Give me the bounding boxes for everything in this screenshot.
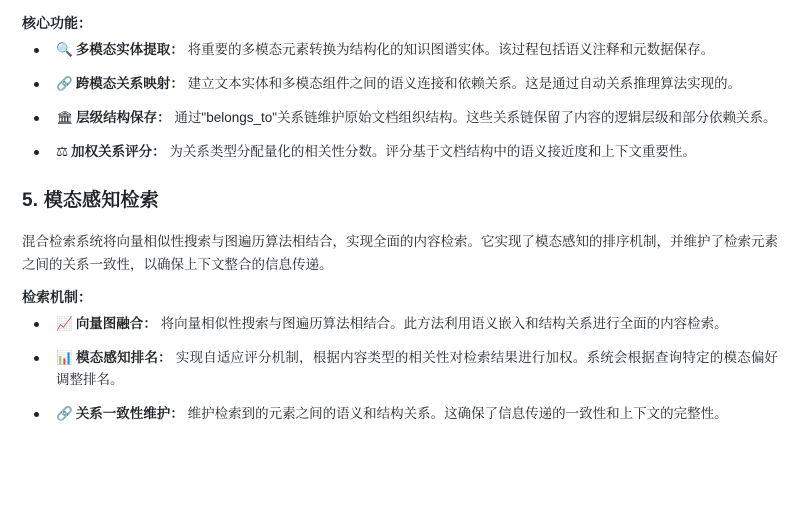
list-item xyxy=(22,403,778,425)
page-title: 5. 模态感知检索 xyxy=(22,189,159,211)
list-item-text: 通过"belongs_to"关系链维护原始文档组织结构。这些关系链保留了内容的逻辑层级和部分依赖关系。 xyxy=(174,109,777,125)
list-item-colon: ： xyxy=(170,75,184,91)
balance-scale-icon: ⚖ xyxy=(56,143,69,159)
list-item-text: 将重要的多模态元素转换为结构化的知识图谱实体。该过程包括语义注释和元数据保存。 xyxy=(187,42,715,58)
list-item-text: 实现自适应评分机制，根据内容类型的相关性对检索结果进行加权。系统会根据查询特定的模态偏好调整排名。 xyxy=(56,350,778,388)
list-item-term: 层级结构保存 xyxy=(76,109,158,125)
retrieval-mechanisms-label: 检索机制： xyxy=(22,289,92,306)
list-item xyxy=(22,73,778,95)
list-item xyxy=(22,39,778,61)
paperclip-icon: 🔗 xyxy=(56,75,73,91)
list-item-text: 将向量相似性搜索与图遍历算法相结合。此方法利用语义嵌入和结构关系进行全面的内容检索。 xyxy=(160,316,728,332)
chart-increasing-icon: 📈 xyxy=(56,316,73,332)
list-item-colon: ： xyxy=(143,316,157,332)
list-item xyxy=(22,141,778,163)
list-item-term: 加权关系评分 xyxy=(71,143,153,159)
list-item-term: 多模态实体提取 xyxy=(75,42,171,58)
list-item xyxy=(22,347,778,391)
list-item-text: 建立文本实体和多模态组件之间的语义连接和依赖关系。这是通过自动关系推理算法实现的。 xyxy=(187,75,742,91)
list-item-text: 为关系类型分配量化的相关性分数。评分基于文档结构中的语义接近度和上下文重要性。 xyxy=(169,143,696,159)
list-item-colon: ： xyxy=(152,143,166,159)
section-paragraph: 混合检索系统将向量相似性搜索与图遍历算法相结合，实现全面的内容检索。它实现了模态感知的排序机制，并维护了检索元素之间的关系一致性，以确保上下文整合的信息传递。 xyxy=(22,233,778,273)
list-item xyxy=(22,313,778,335)
list-item-text: 维护检索到的元素之间的语义和结构关系。这确保了信息传递的一致性和上下文的完整性。 xyxy=(187,405,728,421)
list-item-colon: ： xyxy=(170,405,184,421)
list-item-term: 关系一致性维护 xyxy=(75,405,171,421)
core-features-label: 核心功能： xyxy=(22,15,92,31)
list-item xyxy=(22,107,778,129)
list-item-term: 向量图融合 xyxy=(75,316,144,332)
list-item-colon: ： xyxy=(158,350,172,366)
list-item-colon: ： xyxy=(170,42,184,58)
retrieval-mechanisms-list xyxy=(22,313,778,436)
list-item-colon: ： xyxy=(157,109,171,125)
magnifying-glass-icon: 🔍 xyxy=(56,42,73,58)
building-icon: 🏛 xyxy=(56,109,74,125)
list-item-term: 模态感知排名 xyxy=(75,350,159,366)
list-item-term: 跨模态关系映射 xyxy=(75,75,171,91)
core-features-list xyxy=(22,39,778,162)
paperclip-icon: 🔗 xyxy=(56,405,73,421)
bar-chart-icon: 📊 xyxy=(56,350,73,366)
